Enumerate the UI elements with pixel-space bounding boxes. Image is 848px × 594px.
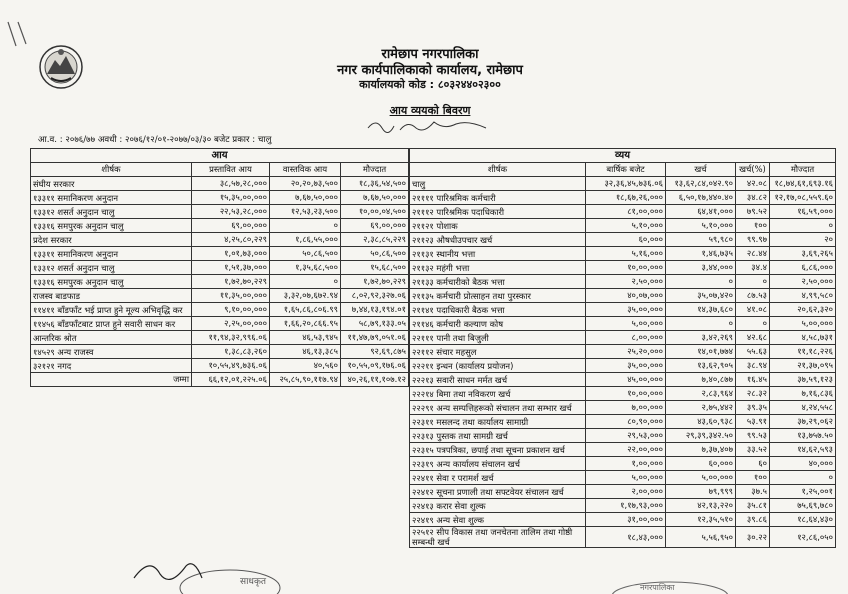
expense-spent-cell: ० <box>666 317 736 331</box>
expense-balance-cell: ७,१६,८३६ <box>770 387 836 401</box>
expense-title-cell: २१११२ पारिश्रमिक पदाधिकारी <box>410 205 586 219</box>
expense-title-cell: २२२११ इन्धन (कार्यालय प्रयोजन) <box>410 359 586 373</box>
income-actual-cell: १२,५३,२३,५०० <box>270 205 341 219</box>
income-proposed-cell: १,७२,७०,२२९ <box>192 275 270 289</box>
expense-header-balance: मौज्दात <box>770 163 836 177</box>
income-row <box>31 359 409 373</box>
expense-budget-cell: ५,००,००० <box>586 317 666 331</box>
expense-section-title: व्यय <box>410 149 836 163</box>
office-code: कार्यालयको कोड : ८०३२४४०२३०० <box>359 78 501 91</box>
expense-balance-cell: ४०,००० <box>770 457 836 471</box>
expense-percent-cell: ५५.६३ <box>736 345 770 359</box>
expense-spent-cell: ७,४०,८७७ <box>666 373 736 387</box>
expense-spent-cell: ५,००,००० <box>666 471 736 485</box>
income-actual-cell: १,६५,८६,८०६.९९ <box>270 303 341 317</box>
expense-budget-cell: ३५,००,००० <box>586 359 666 373</box>
expense-budget-cell: २,५०,००० <box>586 275 666 289</box>
expense-row <box>410 317 836 331</box>
expense-budget-cell: ३५,००,००० <box>586 303 666 317</box>
income-balance-cell: ५८,७९,१३३.०५ <box>341 317 409 331</box>
income-title-cell: ३२१२१ नगद <box>31 359 192 373</box>
expense-balance-cell: २१,३७,०९५ <box>770 359 836 373</box>
expense-row <box>410 373 836 387</box>
expense-row <box>410 205 836 219</box>
expense-balance-cell: ० <box>770 471 836 485</box>
income-header-title: शीर्षक <box>31 163 192 177</box>
expense-row <box>410 289 836 303</box>
income-title-cell: ११४११ बाँडफाँट भई प्राप्त हुने मूल्य अभिवृद्धि कर <box>31 303 192 317</box>
expense-title-cell: २२१११ पानी तथा बिजुली <box>410 331 586 345</box>
expense-row <box>410 485 836 499</box>
income-table <box>30 148 409 387</box>
income-title-cell: १३३१६ समपुरक अनुदान चालु <box>31 275 192 289</box>
income-actual-cell: ७,६७,५०,००० <box>270 191 341 205</box>
expense-budget-cell: २२,००,००० <box>586 443 666 457</box>
income-title-cell: १३३१२ शसर्त अनुदान चालु <box>31 205 192 219</box>
income-balance-cell: ७,४४,१३,१९४.०१ <box>341 303 409 317</box>
expense-row <box>410 415 836 429</box>
expense-row <box>410 457 836 471</box>
expense-balance-cell: ३७,५९,१२३ <box>770 373 836 387</box>
income-title-cell: संघीय सरकार <box>31 177 192 191</box>
income-title-cell: १३३११ समानिकरण अनुदान <box>31 247 192 261</box>
expense-percent-cell: ८७.५३ <box>736 289 770 303</box>
expense-balance-cell: ११,१८,२२६ <box>770 345 836 359</box>
expense-row <box>410 219 836 233</box>
expense-spent-cell: ५,५६,९५० <box>666 527 736 548</box>
expense-budget-cell: १८,६७,२६,००० <box>586 191 666 205</box>
expense-budget-cell: ५,१६,००० <box>586 247 666 261</box>
expense-title-cell: २११४६ कर्मचारी कल्याण कोष <box>410 317 586 331</box>
income-actual-cell: ४६,१३,३८५ <box>270 345 341 359</box>
expense-title-cell: २२२१४ बिमा तथा नविकरण खर्च <box>410 387 586 401</box>
handwritten-signature <box>364 114 494 136</box>
expense-budget-cell: ६०,००० <box>586 233 666 247</box>
expense-spent-cell: १३,६२,८४,०४२.९० <box>666 177 736 191</box>
expense-spent-cell: ५,१०,००० <box>666 219 736 233</box>
expense-percent-cell: ९९.९७ <box>736 233 770 247</box>
income-row <box>31 331 409 345</box>
expense-header-budget: बार्षिक बजेट <box>586 163 666 177</box>
expense-balance-cell: २० <box>770 233 836 247</box>
expense-percent-cell: ३०.२२ <box>736 527 770 548</box>
expense-table <box>409 148 836 548</box>
expense-title-cell: २११३१ स्थानीय भत्ता <box>410 247 586 261</box>
fiscal-year-line: आ.व. : २०७६/७७ अवधी : २०७६/१२/०१-२०७७/०३/३० बजेट प्रकार : चालु <box>38 135 272 145</box>
income-proposed-cell: १५,३५,००,००० <box>192 191 270 205</box>
expense-spent-cell: २,८३,९६४ <box>666 387 736 401</box>
expense-row <box>410 261 836 275</box>
expense-title-cell: २११२१ पोशाक <box>410 219 586 233</box>
income-proposed-cell: १,३८,८३,२६० <box>192 345 270 359</box>
expense-title-cell: २११३५ कर्मचारी प्रोत्साहन तथा पुरस्कार <box>410 289 586 303</box>
nepal-emblem-logo <box>38 44 84 90</box>
expense-budget-cell: १०,००,००० <box>586 387 666 401</box>
expense-percent-cell: ४२.०८ <box>736 177 770 191</box>
expense-row <box>410 359 836 373</box>
income-actual-cell: ४६,५३,९४५ <box>270 331 341 345</box>
income-balance-cell: २,३८,८५,२२९ <box>341 233 409 247</box>
income-actual-cell: ३,३२,०७,६७२.९४ <box>270 289 341 303</box>
expense-balance-cell: ३७,२९,०६२ <box>770 415 836 429</box>
expense-percent-cell: ३३.५२ <box>736 443 770 457</box>
income-total-label: जम्मा <box>31 373 192 387</box>
stamp-label-2: नगरपालिका <box>640 583 675 592</box>
expense-title-cell: २२२१३ सवारी साधन मर्मत खर्च <box>410 373 586 387</box>
income-proposed-cell: ९,१०,००,००० <box>192 303 270 317</box>
income-row <box>31 205 409 219</box>
income-title-cell: १४५२९ अन्य राजस्व <box>31 345 192 359</box>
income-title-cell: प्रदेश सरकार <box>31 233 192 247</box>
income-proposed-cell: ११,३५,००,००० <box>192 289 270 303</box>
expense-spent-cell: ७९,९९९ <box>666 485 736 499</box>
expense-title-cell: २११३२ महंगी भत्ता <box>410 261 586 275</box>
expense-spent-cell: २,७५,४४२ <box>666 401 736 415</box>
income-proposed-cell: ११,९४,३२,९९६.०६ <box>192 331 270 345</box>
income-title-cell: राजस्व बाडफाड <box>31 289 192 303</box>
pen-scribble-mark <box>6 20 32 48</box>
expense-spent-cell: ६,५०,१७,४४०.४० <box>666 191 736 205</box>
income-title-cell: १३३१६ समपुरक अनुदान चालु <box>31 219 192 233</box>
expense-percent-cell: ० <box>736 275 770 289</box>
income-title-cell: १३३११ समानिकरण अनुदान <box>31 191 192 205</box>
expense-budget-cell: ५,१०,००० <box>586 219 666 233</box>
income-row <box>31 261 409 275</box>
income-proposed-cell: २२,५३,२८,००० <box>192 205 270 219</box>
expense-row <box>410 303 836 317</box>
income-balance-cell: ५०,८६,५०० <box>341 247 409 261</box>
expense-balance-cell: ० <box>770 219 836 233</box>
expense-balance-cell: १६,५९,००० <box>770 205 836 219</box>
expense-budget-cell: ४५,००,००० <box>586 373 666 387</box>
expense-title-cell: चालु <box>410 177 586 191</box>
expense-balance-cell: १,२५,००१ <box>770 485 836 499</box>
expense-budget-cell: ७,००,००० <box>586 401 666 415</box>
expense-budget-cell: १,१७,९३,००० <box>586 499 666 513</box>
income-proposed-cell: १०,५५,४९,७३६.०६ <box>192 359 270 373</box>
income-proposed-cell: १,५१,३७,००० <box>192 261 270 275</box>
expense-percent-cell: १६.४५ <box>736 373 770 387</box>
expense-balance-cell: १२,८६,०५० <box>770 527 836 548</box>
expense-row <box>410 177 836 191</box>
expense-percent-cell: २८.३२ <box>736 387 770 401</box>
income-row <box>31 345 409 359</box>
expense-balance-cell: ३,६९,२६५ <box>770 247 836 261</box>
expense-budget-cell: २५,२०,००० <box>586 345 666 359</box>
expense-budget-cell: ८१,००,००० <box>586 205 666 219</box>
expense-percent-cell: ४२.६८ <box>736 331 770 345</box>
expense-row <box>410 471 836 485</box>
income-proposed-cell: ६९,००,००० <box>192 219 270 233</box>
income-row <box>31 191 409 205</box>
expense-budget-cell: १०,००,००० <box>586 261 666 275</box>
expense-header-percent: खर्च(%) <box>736 163 770 177</box>
expense-percent-cell: १०० <box>736 471 770 485</box>
expense-spent-cell: १४,०१,७७४ <box>666 345 736 359</box>
expense-balance-cell: ४,२४,५५८ <box>770 401 836 415</box>
expense-title-cell: २२५१२ सीप विकास तथा जनचेतना तालिम तथा गोष्ठी सम्बन्धी खर्च <box>410 527 586 548</box>
income-balance-cell: १८,३६,५४,५०० <box>341 177 409 191</box>
expense-percent-cell: १०० <box>736 219 770 233</box>
expense-percent-cell: ७९.५२ <box>736 205 770 219</box>
expense-balance-cell: ४,५८,७३१ <box>770 331 836 345</box>
stamp-bottom-right <box>610 578 730 594</box>
expense-title-cell: २२३१९ अन्य कार्यालय संचालन खर्च <box>410 457 586 471</box>
expense-row <box>410 247 836 261</box>
office-name: नगर कार्यपालिकाको कार्यालय, रामेछाप <box>337 63 523 78</box>
expense-percent-cell: ३९.८६ <box>736 513 770 527</box>
expense-spent-cell: १२,३५,५१० <box>666 513 736 527</box>
expense-percent-cell: ६० <box>736 457 770 471</box>
expense-title-cell: २२३१५ पत्रपत्रिका, छपाई तथा सूचना प्रकाशन खर्च <box>410 443 586 457</box>
income-balance-cell: ११,४७,७९,०५१.०६ <box>341 331 409 345</box>
expense-budget-cell: ३१,००,००० <box>586 513 666 527</box>
income-actual-cell: १,८६,५५,००० <box>270 233 341 247</box>
expense-spent-cell: ६०,००० <box>666 457 736 471</box>
expense-spent-cell: १४,३७,६८० <box>666 303 736 317</box>
expense-balance-cell: ७५,६९,७८० <box>770 499 836 513</box>
income-actual-cell: ५०,८६,५०० <box>270 247 341 261</box>
expense-balance-cell: १२,१७,०८,५५९.६० <box>770 191 836 205</box>
income-total-value: २५,८५,९०,११७.९४ <box>270 373 341 387</box>
income-proposed-cell: १,०१,७३,००० <box>192 247 270 261</box>
income-row <box>31 219 409 233</box>
expense-budget-cell: १८,४३,००० <box>586 527 666 548</box>
expense-balance-cell: ५,००,००० <box>770 317 836 331</box>
expense-row <box>410 275 836 289</box>
expense-row <box>410 401 836 415</box>
expense-title-cell: २२३१३ पुस्तक तथा सामग्री खर्च <box>410 429 586 443</box>
expense-spent-cell: १३,६२,९०५ <box>666 359 736 373</box>
income-balance-cell: ९२,६९,८७५ <box>341 345 409 359</box>
expense-budget-cell: ८,००,००० <box>586 331 666 345</box>
income-row <box>31 289 409 303</box>
expense-percent-cell: २८.४४ <box>736 247 770 261</box>
expense-title-cell: २२२९१ अन्य सम्पत्तिहरूको संचालन तथा सम्भार खर्च <box>410 401 586 415</box>
expense-row <box>410 331 836 345</box>
expense-balance-cell: १३,७५७.५० <box>770 429 836 443</box>
income-actual-cell: १,३५,६८,५०० <box>270 261 341 275</box>
expense-balance-cell: १८,७४,६१,६९३.१६ <box>770 177 836 191</box>
expense-row <box>410 443 836 457</box>
income-proposed-cell: ३८,५७,२८,००० <box>192 177 270 191</box>
stamp-label: साधकृत <box>240 577 266 587</box>
income-balance-cell: ६९,००,००० <box>341 219 409 233</box>
expense-spent-cell: ३,४४,००० <box>666 261 736 275</box>
expense-percent-cell: ० <box>736 317 770 331</box>
expense-percent-cell: ३९.३५ <box>736 401 770 415</box>
expense-row <box>410 513 836 527</box>
expense-header-title: शीर्षक <box>410 163 586 177</box>
expense-title-cell: २२४१९ अन्य सेवा शुल्क <box>410 513 586 527</box>
expense-spent-cell: ३५,०७,४२० <box>666 289 736 303</box>
income-row <box>31 303 409 317</box>
expense-percent-cell: ३४.४ <box>736 261 770 275</box>
income-proposed-cell: २,२५,००,००० <box>192 317 270 331</box>
income-total-value: ४०,२६,११,१०७.१२ <box>341 373 409 387</box>
income-title-cell: आन्तरिक श्रोत <box>31 331 192 345</box>
expense-percent-cell: ९९.५३ <box>736 429 770 443</box>
expense-budget-cell: ५,००,००० <box>586 471 666 485</box>
expense-header-spent: खर्च <box>666 163 736 177</box>
expense-spent-cell: १,४६,७३५ <box>666 247 736 261</box>
income-actual-cell: १,६६,२०,८६६.९५ <box>270 317 341 331</box>
expense-balance-cell: ६,८६,००० <box>770 261 836 275</box>
expense-balance-cell: २,५०,००० <box>770 275 836 289</box>
expense-spent-cell: ४३,६०,९३८ <box>666 415 736 429</box>
expense-spent-cell: ० <box>666 275 736 289</box>
income-actual-cell: ० <box>270 219 341 233</box>
income-row <box>31 247 409 261</box>
report-title: आय व्ययको बिवरण <box>389 104 471 117</box>
expense-title-cell: २११३३ कर्मचारीको बैठक भत्ता <box>410 275 586 289</box>
expense-title-cell: २२३११ मसलन्द तथा कार्यालय सामाग्री <box>410 415 586 429</box>
expense-row <box>410 527 836 548</box>
income-actual-cell: ० <box>270 275 341 289</box>
income-balance-cell: १०,००,०४,५०० <box>341 205 409 219</box>
income-header-balance: मौज्दात <box>341 163 409 177</box>
expense-title-cell: २११२३ औषधीउपचार खर्च <box>410 233 586 247</box>
income-total-value: ६६,१२,०१,२२५.०६ <box>192 373 270 387</box>
expense-row <box>410 191 836 205</box>
expense-spent-cell: ४२,१३,२२० <box>666 499 736 513</box>
expense-title-cell: २२११२ संचार महसुल <box>410 345 586 359</box>
stamp-and-signature <box>130 548 290 594</box>
expense-title-cell: २२४१३ करार सेवा शुल्क <box>410 499 586 513</box>
expense-title-cell: २११११ पारिश्रमिक कर्मचारी <box>410 191 586 205</box>
expense-spent-cell: ६४,४१,००० <box>666 205 736 219</box>
expense-budget-cell: ४०,०७,००० <box>586 289 666 303</box>
income-total-row <box>31 373 409 387</box>
expense-title-cell: २२४११ सेवा र परामर्श खर्च <box>410 471 586 485</box>
income-header-actual: वास्तविक आय <box>270 163 341 177</box>
expense-budget-cell: ८०,९०,००० <box>586 415 666 429</box>
income-row <box>31 233 409 247</box>
expense-percent-cell: ४१.०८ <box>736 303 770 317</box>
expense-percent-cell: ३४.८२ <box>736 191 770 205</box>
income-actual-cell: २०,२०,७३,५०० <box>270 177 341 191</box>
expense-budget-cell: २९,५३,००० <box>586 429 666 443</box>
income-title-cell: १३३१२ शसर्त अनुदान चालु <box>31 261 192 275</box>
expense-balance-cell: १८,६४,४३० <box>770 513 836 527</box>
expense-budget-cell: २,००,००० <box>586 485 666 499</box>
expense-spent-cell: २९,३९,३४२.५० <box>666 429 736 443</box>
expense-title-cell: २११४१ पदाधिकारी बैठक भत्ता <box>410 303 586 317</box>
income-balance-cell: ८,०२,९२,३२७.०६ <box>341 289 409 303</box>
income-section-title: आय <box>31 149 409 163</box>
income-balance-cell: ७,६७,५०,००० <box>341 191 409 205</box>
expense-row <box>410 387 836 401</box>
expense-spent-cell: ५९,९८० <box>666 233 736 247</box>
income-balance-cell: १५,६८,५०० <box>341 261 409 275</box>
expense-balance-cell: २०,६२,३२० <box>770 303 836 317</box>
income-title-cell: ११४५६ बाँडफाँटबाट प्राप्त हुने सवारी साधन कर <box>31 317 192 331</box>
expense-row <box>410 429 836 443</box>
income-actual-cell: ४०,५६० <box>270 359 341 373</box>
income-header-proposed: प्रस्तावित आय <box>192 163 270 177</box>
expense-balance-cell: १४,६२,५९३ <box>770 443 836 457</box>
expense-row <box>410 345 836 359</box>
income-balance-cell: १,७२,७०,२२९ <box>341 275 409 289</box>
expense-spent-cell: ७,३७,४०७ <box>666 443 736 457</box>
income-proposed-cell: ४,२५,८०,२२९ <box>192 233 270 247</box>
organization-name: रामेछाप नगरपालिका <box>381 47 479 62</box>
expense-percent-cell: ३५.८१ <box>736 499 770 513</box>
expense-budget-cell: १,००,००० <box>586 457 666 471</box>
income-row <box>31 275 409 289</box>
income-row <box>31 177 409 191</box>
income-balance-cell: १०,५५,०९,१७६.०६ <box>341 359 409 373</box>
expense-row <box>410 233 836 247</box>
expense-budget-cell: ३२,३६,४५,७३६.०६ <box>586 177 666 191</box>
expense-percent-cell: ३७.५ <box>736 485 770 499</box>
income-row <box>31 317 409 331</box>
expense-title-cell: २२४१२ सूचना प्रणाली तथा सफ्टवेयर संचालन खर्च <box>410 485 586 499</box>
expense-spent-cell: ३,४२,२६९ <box>666 331 736 345</box>
expense-balance-cell: ४,९९,५८० <box>770 289 836 303</box>
expense-percent-cell: ३८.९४ <box>736 359 770 373</box>
expense-row <box>410 499 836 513</box>
expense-percent-cell: ५३.९१ <box>736 415 770 429</box>
